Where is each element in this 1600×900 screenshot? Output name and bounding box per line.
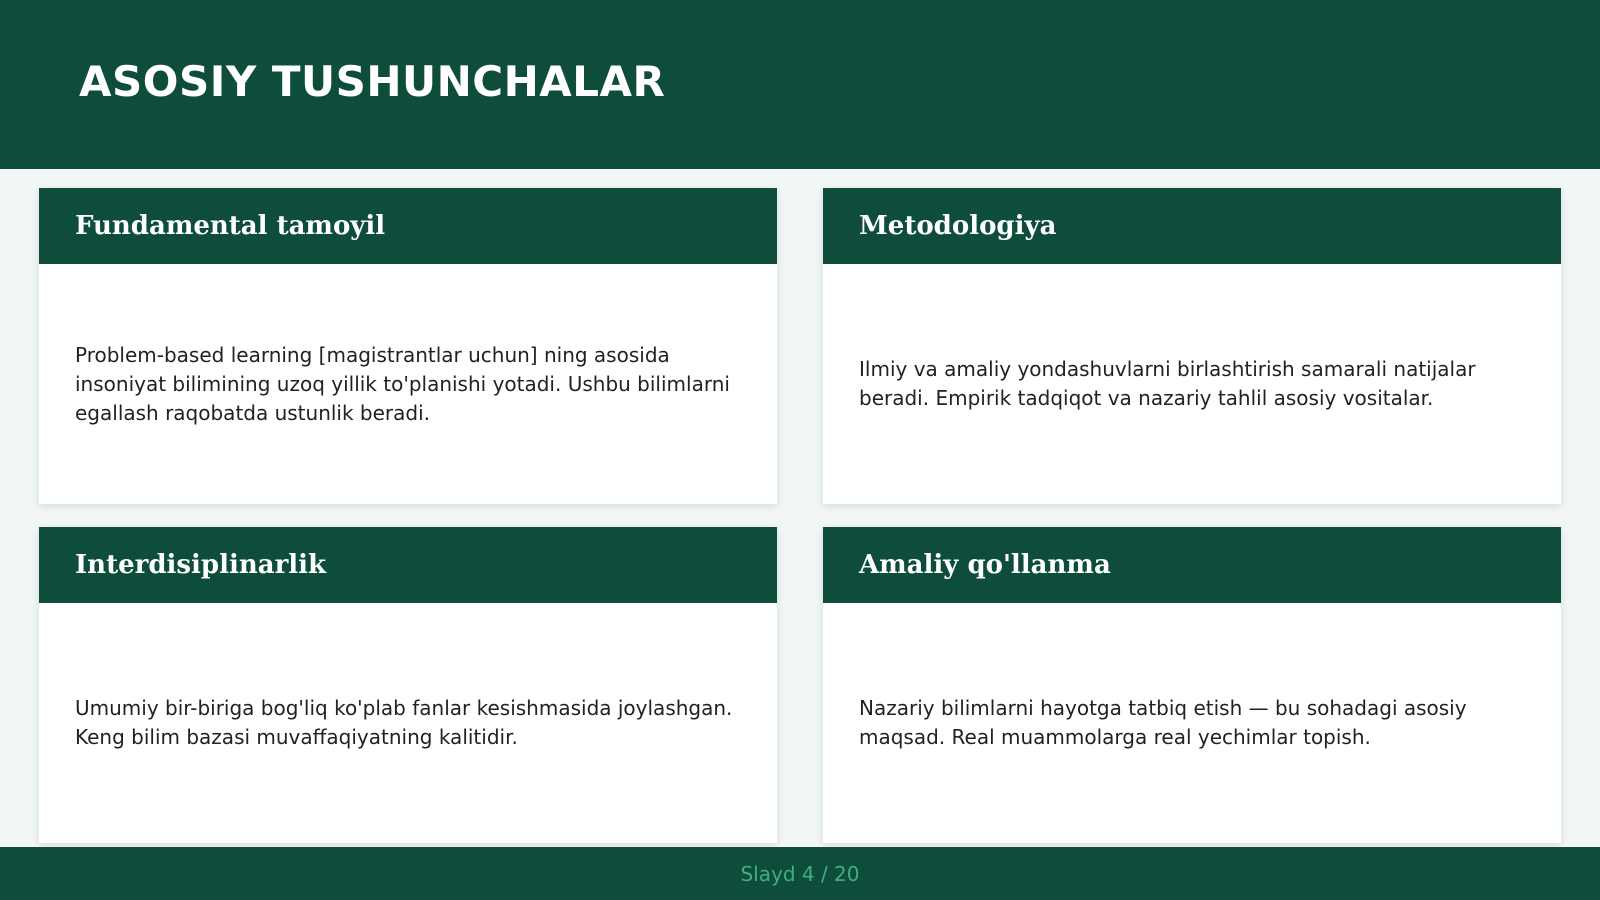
card-body bbox=[823, 264, 1561, 504]
card-title: Metodologiya bbox=[859, 211, 1057, 241]
card-title: Fundamental tamoyil bbox=[75, 211, 386, 241]
card-methodology bbox=[823, 188, 1561, 504]
slide-footer bbox=[0, 847, 1600, 900]
card-header bbox=[823, 527, 1561, 603]
card-text: Ilmiy va amaliy yondashuvlarni birlashtirish samarali natijalar beradi. Empirik tadqiqot va nazariy tahlil asosiy vositalar. bbox=[859, 357, 1476, 410]
slide-counter: Slayd 4 / 20 bbox=[740, 861, 860, 886]
card-text: Problem-based learning [magistrantlar uchun] ning asosida insoniyat bilimining uzoq yillik to'planishi yotadi. Ushbu bilimlarni egallash raqobatda ustunlik beradi. bbox=[75, 342, 730, 425]
page-title: ASOSIY TUSHUNCHALAR bbox=[79, 57, 666, 106]
card-body bbox=[39, 264, 777, 504]
card-fundamental-principle bbox=[39, 188, 777, 504]
card-interdisciplinarity bbox=[39, 527, 777, 843]
card-text: Umumiy bir-biriga bog'liq ko'plab fanlar kesishmasida joylashgan. Keng bilim bazasi muvaffaqiyatning kalitidir. bbox=[75, 696, 733, 749]
card-title: Amaliy qo'llanma bbox=[859, 550, 1111, 580]
slide-header bbox=[0, 0, 1600, 169]
card-text: Nazariy bilimlarni hayotga tatbiq etish — bu sohadagi asosiy maqsad. Real muammolarga real yechimlar topish. bbox=[859, 696, 1467, 749]
card-title: Interdisiplinarlik bbox=[75, 550, 327, 580]
card-practical-application bbox=[823, 527, 1561, 843]
card-body bbox=[39, 603, 777, 843]
card-header bbox=[39, 188, 777, 264]
card-header bbox=[823, 188, 1561, 264]
card-header bbox=[39, 527, 777, 603]
card-body bbox=[823, 603, 1561, 843]
